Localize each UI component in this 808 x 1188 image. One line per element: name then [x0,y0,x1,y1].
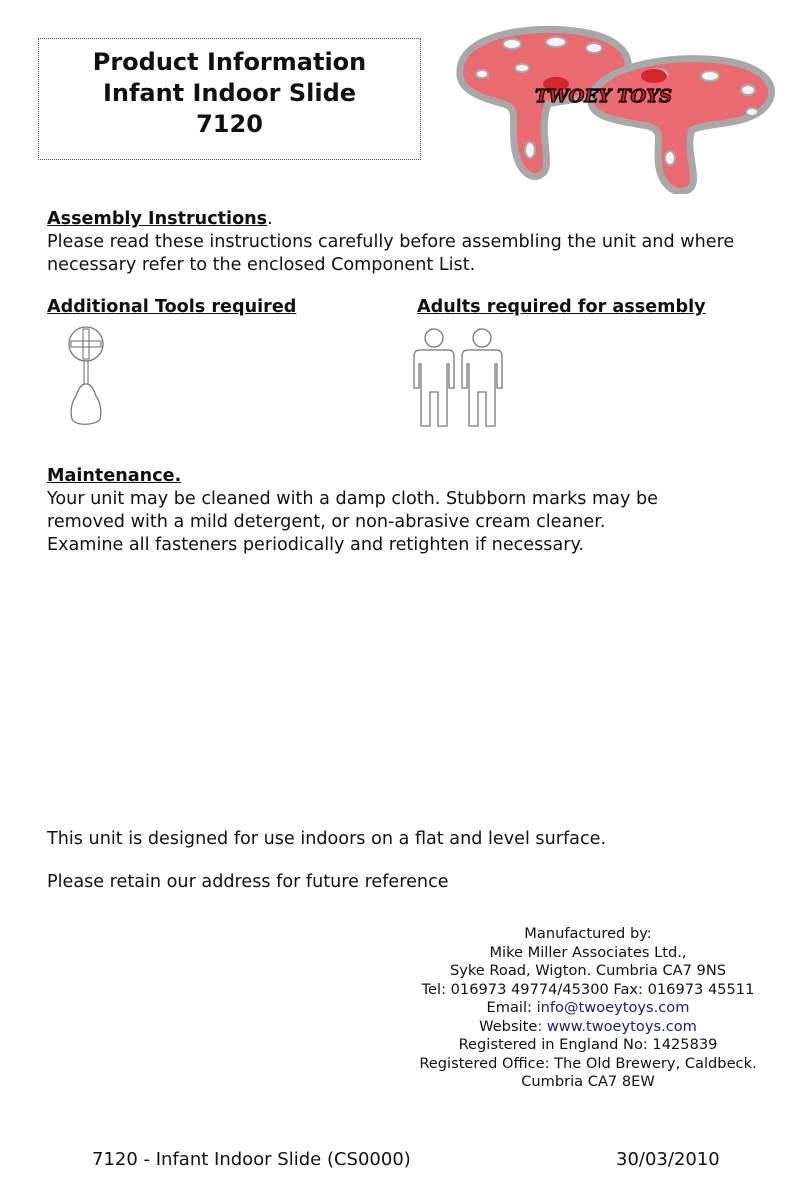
retain-address-note: Please retain our address for future reference [47,872,449,892]
maintenance-line-2: removed with a mild detergent, or non-abrasive cream cleaner. [47,512,606,532]
two-adults-icon [412,326,508,430]
screwdriver-icon [62,324,114,430]
registered-office-city: Cumbria CA7 8EW [521,1073,655,1090]
assembly-line-1: Please read these instructions carefully before assembling the unit and where [47,232,735,252]
email-row [400,999,776,1018]
manufactured-by-label: Manufactured by: [524,925,652,942]
indoor-use-note: This unit is designed for use indoors on a flat and level surface. [47,829,607,849]
assembly-heading: Assembly Instructions [47,209,268,229]
mushroom-logo-icon [452,22,782,194]
email-link[interactable]: info@twoeytoys.com [536,999,690,1016]
document-reference: 7120 - Infant Indoor Slide (CS0000) [92,1149,411,1170]
maintenance-heading: Maintenance. [47,466,182,486]
tools-heading [47,296,296,319]
assembly-section [47,208,734,277]
assembly-line-2: necessary refer to the enclosed Component List. [47,255,476,275]
maintenance-line-1: Your unit may be cleaned with a damp cloth. Stubborn marks may be [47,489,658,509]
product-code: 7120 [196,110,263,138]
website-row [400,1018,776,1037]
tools-heading-text: Additional Tools required [47,297,297,317]
adults-heading [417,296,706,319]
website-link[interactable]: : www.twoeytoys.com [537,1017,697,1035]
street-address: Syke Road, Wigton. Cumbria CA7 9NS [449,962,727,979]
document-date: 30/03/2010 [616,1149,720,1170]
assembly-heading-period: . [267,209,273,229]
product-name: Infant Indoor Slide [102,79,357,107]
registration-number: Registered in England No: 1425839 [458,1036,718,1053]
product-title-box [38,38,421,160]
phone-fax: Tel: 016973 49774/45300 Fax: 016973 45511 [421,980,755,998]
email-label: Email: [486,999,537,1016]
website-label: Website [479,1017,538,1035]
logo-text: TWOEY TOYS [535,86,673,107]
maintenance-line-3: Examine all fasteners periodically and retighten if necessary. [47,535,584,555]
company-name: Mike Miller Associates Ltd., [489,943,687,961]
maintenance-section [47,465,658,557]
adults-heading-text: Adults required for assembly [417,297,706,317]
page-title: Product Information [92,48,367,76]
manufacturer-address [400,925,776,1092]
registered-office: Registered Office: The Old Brewery, Caldbeck. [419,1054,757,1072]
